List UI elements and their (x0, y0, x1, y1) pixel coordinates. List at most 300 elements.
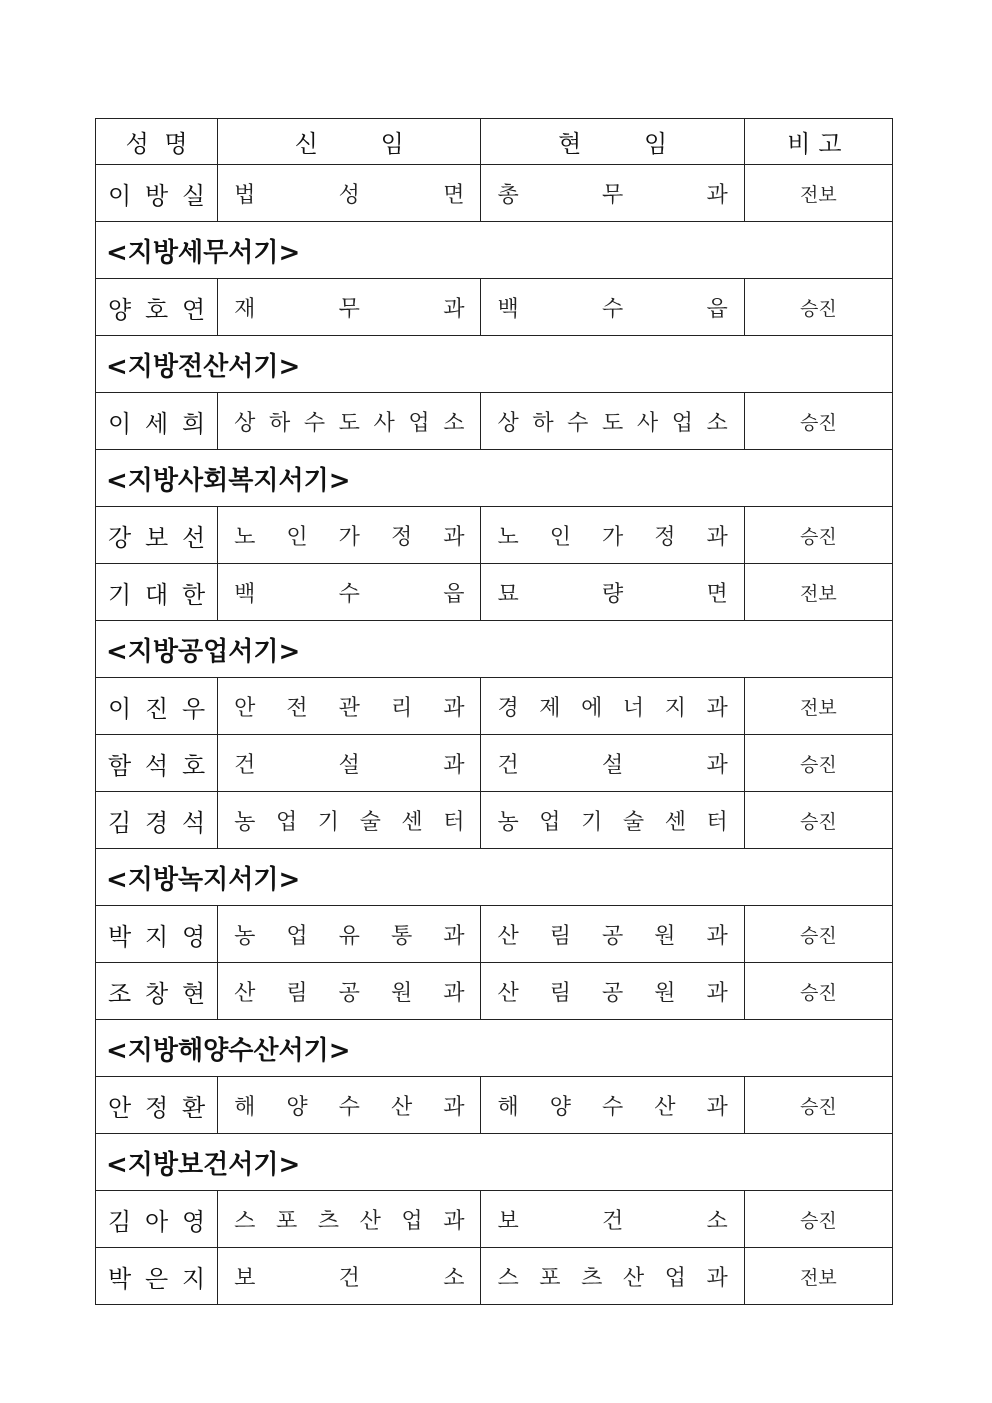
person-name-char: 이 (108, 694, 132, 723)
table-row (96, 507, 893, 564)
new-post-char: 수 (338, 581, 360, 607)
current-post-cell (481, 963, 744, 1020)
new-post (218, 406, 480, 437)
header-name-cell (96, 119, 218, 165)
person-name-char: 보 (144, 523, 169, 552)
new-post-char: 업 (286, 923, 308, 949)
person-name-cell (96, 1248, 218, 1305)
new-post (218, 292, 480, 323)
current-post-char: 기 (581, 809, 603, 835)
header-current-post-char: 현 (558, 130, 582, 158)
new-post-char: 정 (390, 524, 413, 550)
person-name-char: 연 (181, 295, 206, 324)
table-row (96, 963, 893, 1020)
current-post-char: 과 (706, 923, 728, 949)
note-cell (744, 1191, 892, 1248)
current-post-char: 림 (549, 923, 571, 949)
section-row (96, 621, 893, 678)
person-name (96, 1259, 217, 1294)
new-post (218, 691, 480, 722)
current-post-char: 과 (706, 524, 728, 550)
current-post-cell (481, 735, 744, 792)
new-post-char: 산 (234, 980, 256, 1006)
section-title: <지방전산서기> (106, 351, 301, 382)
current-post-char: 과 (706, 752, 728, 778)
new-post-char: 포 (275, 1208, 298, 1234)
person-name (96, 803, 217, 838)
current-post-char: 산 (654, 1094, 676, 1120)
person-name-char: 박 (108, 922, 132, 951)
current-post-char: 너 (622, 695, 645, 721)
new-post-char: 스 (234, 1208, 256, 1234)
person-name-char: 석 (181, 808, 206, 837)
person-name-cell (96, 165, 218, 222)
person-name-char: 이 (108, 409, 132, 438)
person-name (96, 974, 217, 1009)
section-title: <지방보건서기> (106, 1149, 301, 1180)
current-post-char: 수 (602, 1094, 624, 1120)
note-cell (744, 279, 892, 336)
current-post-char: 제 (539, 695, 561, 721)
new-post-char: 설 (338, 752, 360, 778)
current-post-cell (481, 393, 744, 450)
note-value: 승진 (800, 810, 837, 833)
new-post-char: 법 (234, 182, 256, 208)
new-post-char: 전 (286, 695, 308, 721)
table-row (96, 735, 893, 792)
section-cell (96, 849, 893, 906)
header-current-post-char: 임 (643, 130, 668, 158)
note-cell (744, 564, 892, 621)
current-post-char: 센 (664, 809, 686, 835)
current-post-cell (481, 279, 744, 336)
new-post-char: 재 (234, 296, 256, 322)
new-post-char: 농 (234, 809, 256, 835)
current-post-char: 총 (497, 182, 519, 208)
new-post-char: 하 (268, 410, 291, 436)
current-post-cell (481, 1248, 744, 1305)
section-cell (96, 450, 893, 507)
new-post-char: 소 (443, 410, 465, 436)
note-value: 전보 (800, 696, 837, 719)
current-post-char: 도 (602, 410, 624, 436)
current-post (481, 691, 743, 722)
current-post-char: 양 (549, 1094, 571, 1120)
person-name-char: 조 (108, 979, 132, 1008)
table-row (96, 279, 893, 336)
new-post-cell (218, 792, 481, 849)
current-post-char: 해 (497, 1094, 519, 1120)
table-row (96, 564, 893, 621)
note-value: 승진 (800, 1095, 837, 1118)
current-post-cell (481, 906, 744, 963)
current-post-char: 건 (602, 1208, 624, 1234)
current-post-char: 과 (706, 980, 728, 1006)
current-post-char: 수 (567, 410, 589, 436)
current-post (481, 292, 743, 323)
new-post (218, 976, 480, 1007)
note-value: 승진 (800, 525, 837, 548)
person-name-char: 기 (108, 580, 132, 609)
current-post-cell (481, 1077, 744, 1134)
current-post (481, 919, 743, 950)
person-name-char: 영 (181, 922, 206, 951)
header-new-post (218, 124, 480, 159)
current-post-char: 수 (602, 296, 624, 322)
new-post-char: 츠 (317, 1208, 340, 1234)
current-post-char: 정 (654, 524, 676, 550)
new-post-char: 무 (338, 296, 360, 322)
current-post-char: 스 (497, 1265, 519, 1291)
section-cell (96, 222, 893, 279)
new-post-char: 림 (286, 980, 308, 1006)
new-post-char: 노 (234, 524, 256, 550)
person-name-char: 김 (108, 808, 132, 837)
person-name (96, 290, 217, 325)
person-name-char: 강 (108, 523, 132, 552)
personnel-table (95, 118, 893, 1305)
person-name-char: 이 (108, 181, 132, 210)
person-name-cell (96, 906, 218, 963)
current-post-char: 량 (602, 581, 624, 607)
new-post-char: 업 (401, 1208, 423, 1234)
person-name-char: 은 (144, 1264, 169, 1293)
current-post (481, 520, 743, 551)
table-row (96, 1248, 893, 1305)
new-post-char: 인 (286, 524, 308, 550)
new-post-cell (218, 735, 481, 792)
new-post-char: 업 (408, 410, 430, 436)
person-name-char: 영 (181, 1207, 206, 1236)
header-current-cell (481, 119, 744, 165)
header-new-post-char: 임 (380, 130, 404, 158)
table-row (96, 792, 893, 849)
current-post-char: 산 (622, 1265, 645, 1291)
note-value: 전보 (800, 582, 837, 605)
new-post-char: 상 (234, 410, 256, 436)
note-value: 승진 (800, 411, 837, 434)
table-row (96, 1077, 893, 1134)
current-post-char: 과 (706, 1094, 728, 1120)
person-name (96, 917, 217, 952)
current-post-char: 가 (602, 524, 624, 550)
current-post-char: 사 (636, 410, 659, 436)
person-name-cell (96, 792, 218, 849)
header-name-char: 명 (164, 130, 188, 158)
current-post-char: 소 (706, 410, 728, 436)
person-name-char: 경 (144, 808, 169, 837)
new-post-char: 과 (443, 752, 465, 778)
note-value: 전보 (800, 1266, 837, 1289)
person-name-char: 양 (108, 295, 132, 324)
person-name-char: 박 (108, 1264, 132, 1293)
new-post-char: 원 (390, 980, 413, 1006)
current-post (481, 748, 743, 779)
note-cell (744, 963, 892, 1020)
new-post-char: 건 (338, 1265, 360, 1291)
note-value: 승진 (800, 1209, 837, 1232)
person-name-char: 희 (181, 409, 206, 438)
new-post-char: 산 (390, 1094, 413, 1120)
new-post-char: 면 (443, 182, 465, 208)
person-name (96, 176, 217, 211)
new-post-char: 해 (234, 1094, 256, 1120)
new-post-char: 과 (443, 1094, 465, 1120)
person-name-char: 환 (181, 1093, 206, 1122)
person-name (96, 404, 217, 439)
person-name-cell (96, 963, 218, 1020)
current-post-char: 과 (706, 182, 728, 208)
person-name-char: 세 (144, 409, 169, 438)
current-post-char: 과 (706, 695, 728, 721)
header-new-post-char: 신 (294, 130, 318, 158)
current-post-char: 업 (539, 809, 561, 835)
current-post-char: 소 (706, 1208, 728, 1234)
person-name-char: 한 (181, 580, 206, 609)
section-row (96, 1020, 893, 1077)
new-post-cell (218, 393, 481, 450)
person-name-cell (96, 393, 218, 450)
person-name-cell (96, 507, 218, 564)
current-post (481, 577, 743, 608)
current-post-char: 포 (539, 1265, 561, 1291)
person-name (96, 1088, 217, 1123)
new-post-char: 유 (338, 923, 360, 949)
header-current-post (481, 124, 743, 159)
new-post-char: 산 (359, 1208, 381, 1234)
current-post (481, 1090, 743, 1121)
current-post-char: 무 (602, 182, 624, 208)
person-name-char: 우 (181, 694, 206, 723)
section-row (96, 1134, 893, 1191)
section-title: <지방공업서기> (106, 636, 301, 667)
header-name (96, 124, 217, 159)
current-post-char: 에 (581, 695, 603, 721)
section-cell (96, 1134, 893, 1191)
person-name-char: 석 (144, 751, 169, 780)
note-cell (744, 393, 892, 450)
current-post-cell (481, 165, 744, 222)
current-post-char: 술 (622, 809, 645, 835)
person-name-char: 호 (144, 295, 169, 324)
new-post-char: 농 (234, 923, 256, 949)
current-post (481, 805, 743, 836)
current-post-cell (481, 792, 744, 849)
person-name-cell (96, 279, 218, 336)
personnel-table-body (96, 119, 893, 1305)
person-name-cell (96, 564, 218, 621)
person-name-char: 아 (144, 1207, 169, 1236)
current-post-cell (481, 507, 744, 564)
current-post-cell (481, 678, 744, 735)
person-name-char: 창 (144, 979, 169, 1008)
new-post-cell (218, 678, 481, 735)
note-value: 승진 (800, 297, 837, 320)
person-name (96, 1202, 217, 1237)
note-cell (744, 678, 892, 735)
current-post-char: 면 (706, 581, 728, 607)
new-post-cell (218, 564, 481, 621)
section-title: <지방녹지서기> (106, 864, 301, 895)
note-cell (744, 735, 892, 792)
new-post-char: 수 (303, 410, 326, 436)
note-cell (744, 792, 892, 849)
section-cell (96, 621, 893, 678)
header-note-cell (744, 119, 892, 165)
person-name-cell (96, 678, 218, 735)
new-post (218, 748, 480, 779)
note-value: 승진 (800, 981, 837, 1004)
new-post-cell (218, 165, 481, 222)
current-post-char: 하 (532, 410, 554, 436)
new-post-char: 술 (359, 809, 381, 835)
section-cell (96, 336, 893, 393)
person-name-char: 방 (144, 181, 169, 210)
section-row (96, 450, 893, 507)
current-post-char: 원 (654, 923, 676, 949)
person-name-cell (96, 1191, 218, 1248)
current-post-char: 과 (706, 1265, 728, 1291)
new-post-char: 도 (338, 410, 360, 436)
section-row (96, 849, 893, 906)
current-post-char: 농 (497, 809, 519, 835)
table-header-row (96, 119, 893, 165)
current-post-char: 림 (549, 980, 571, 1006)
new-post-char: 성 (338, 182, 360, 208)
current-post-char: 지 (664, 695, 686, 721)
person-name-cell (96, 1077, 218, 1134)
new-post-char: 양 (286, 1094, 308, 1120)
section-cell (96, 1020, 893, 1077)
new-post-cell (218, 1077, 481, 1134)
new-post-cell (218, 507, 481, 564)
current-post-char: 읍 (706, 296, 728, 322)
current-post-char: 노 (497, 524, 519, 550)
new-post-char: 소 (443, 1265, 465, 1291)
new-post (218, 178, 480, 209)
new-post-char: 공 (338, 980, 360, 1006)
note-cell (744, 507, 892, 564)
current-post (481, 1261, 743, 1292)
note-cell (744, 165, 892, 222)
new-post-cell (218, 279, 481, 336)
person-name-char: 김 (108, 1207, 132, 1236)
person-name-char: 안 (108, 1093, 132, 1122)
current-post-char: 건 (497, 752, 519, 778)
current-post (481, 178, 743, 209)
current-post-char: 업 (664, 1265, 686, 1291)
current-post-char: 산 (497, 923, 519, 949)
current-post (481, 406, 743, 437)
section-title: <지방사회복지서기> (106, 465, 351, 496)
current-post (481, 976, 743, 1007)
new-post-char: 읍 (443, 581, 465, 607)
new-post (218, 919, 480, 950)
new-post-char: 과 (443, 923, 465, 949)
section-row (96, 222, 893, 279)
header-name-char: 성 (125, 130, 149, 158)
header-note: 비고 (787, 130, 850, 158)
new-post-char: 건 (234, 752, 256, 778)
person-name-char: 대 (144, 580, 169, 609)
table-row (96, 906, 893, 963)
new-post (218, 520, 480, 551)
table-row (96, 393, 893, 450)
person-name-char: 지 (181, 1264, 206, 1293)
header-new-cell (218, 119, 481, 165)
new-post-char: 수 (338, 1094, 360, 1120)
new-post-char: 사 (373, 410, 395, 436)
current-post-cell (481, 1191, 744, 1248)
new-post (218, 805, 480, 836)
note-cell (744, 1077, 892, 1134)
person-name (96, 518, 217, 553)
current-post-char: 원 (654, 980, 676, 1006)
current-post-char: 터 (706, 809, 728, 835)
current-post-char: 백 (497, 296, 519, 322)
new-post-char: 업 (275, 809, 298, 835)
section-title: <지방해양수산서기> (106, 1035, 351, 1066)
new-post-char: 리 (390, 695, 413, 721)
person-name-char: 함 (108, 751, 132, 780)
person-name-char: 지 (144, 922, 169, 951)
new-post-char: 과 (443, 980, 465, 1006)
new-post-char: 과 (443, 524, 465, 550)
new-post-char: 과 (443, 296, 465, 322)
note-cell (744, 906, 892, 963)
new-post (218, 1261, 480, 1292)
person-name-cell (96, 735, 218, 792)
section-title: <지방세무서기> (106, 237, 301, 268)
new-post (218, 577, 480, 608)
new-post-char: 터 (443, 809, 465, 835)
new-post-char: 센 (401, 809, 423, 835)
new-post-char: 가 (338, 524, 360, 550)
table-row (96, 165, 893, 222)
person-name-char: 현 (181, 979, 206, 1008)
table-row (96, 678, 893, 735)
person-name-char: 정 (144, 1093, 169, 1122)
new-post-cell (218, 906, 481, 963)
person-name-char: 호 (181, 751, 206, 780)
current-post-char: 공 (602, 980, 624, 1006)
table-row (96, 1191, 893, 1248)
new-post-cell (218, 1248, 481, 1305)
new-post-cell (218, 1191, 481, 1248)
current-post-char: 설 (602, 752, 624, 778)
new-post-char: 통 (390, 923, 413, 949)
note-cell (744, 1248, 892, 1305)
current-post-cell (481, 564, 744, 621)
note-value: 승진 (800, 924, 837, 947)
current-post-char: 공 (602, 923, 624, 949)
person-name-char: 실 (181, 181, 206, 210)
new-post-cell (218, 963, 481, 1020)
person-name (96, 746, 217, 781)
new-post-char: 안 (234, 695, 256, 721)
new-post-char: 과 (443, 1208, 465, 1234)
current-post (481, 1204, 743, 1235)
current-post-char: 상 (497, 410, 519, 436)
person-name (96, 575, 217, 610)
person-name-char: 선 (181, 523, 206, 552)
new-post-char: 보 (234, 1265, 256, 1291)
new-post-char: 백 (234, 581, 256, 607)
current-post-char: 보 (497, 1208, 519, 1234)
current-post-char: 묘 (497, 581, 519, 607)
new-post-char: 과 (443, 695, 465, 721)
new-post (218, 1090, 480, 1121)
